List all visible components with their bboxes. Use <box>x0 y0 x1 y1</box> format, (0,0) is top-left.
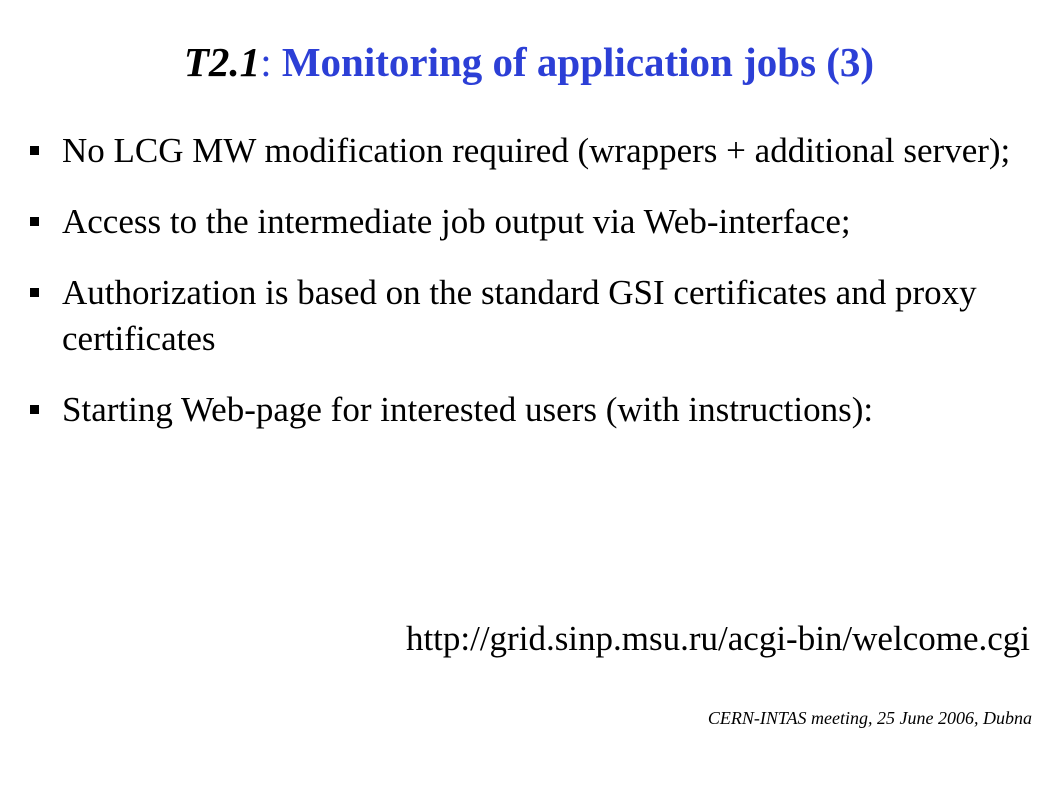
bullet-text: Authorization is based on the standard GSI certificates and proxy certificates <box>62 273 977 358</box>
square-bullet-icon <box>30 146 39 155</box>
square-bullet-icon <box>30 288 39 297</box>
slide-title <box>0 38 1058 86</box>
bullet-text: Starting Web-page for interested users (with instructions): <box>62 390 874 429</box>
title-prefix: T2.1 <box>183 39 261 85</box>
footer-meeting-info: CERN-INTAS meeting, 25 June 2006, Dubna <box>707 708 1032 728</box>
square-bullet-icon <box>30 217 39 226</box>
bullet-item <box>24 128 1034 174</box>
title-separator: : <box>260 39 272 85</box>
welcome-url: http://grid.sinp.msu.ru/acgi-bin/welcome.cgi <box>405 619 1030 658</box>
bullet-text: Access to the intermediate job output via Web-interface; <box>62 202 851 241</box>
square-bullet-icon <box>30 405 39 414</box>
bullet-list <box>24 128 1034 458</box>
bullet-item <box>24 270 1034 362</box>
bullet-item <box>24 387 1034 433</box>
title-main: Monitoring of application jobs (3) <box>281 39 875 85</box>
bullet-text: No LCG MW modification required (wrappers + additional server); <box>62 131 1011 170</box>
bullet-item <box>24 199 1034 245</box>
